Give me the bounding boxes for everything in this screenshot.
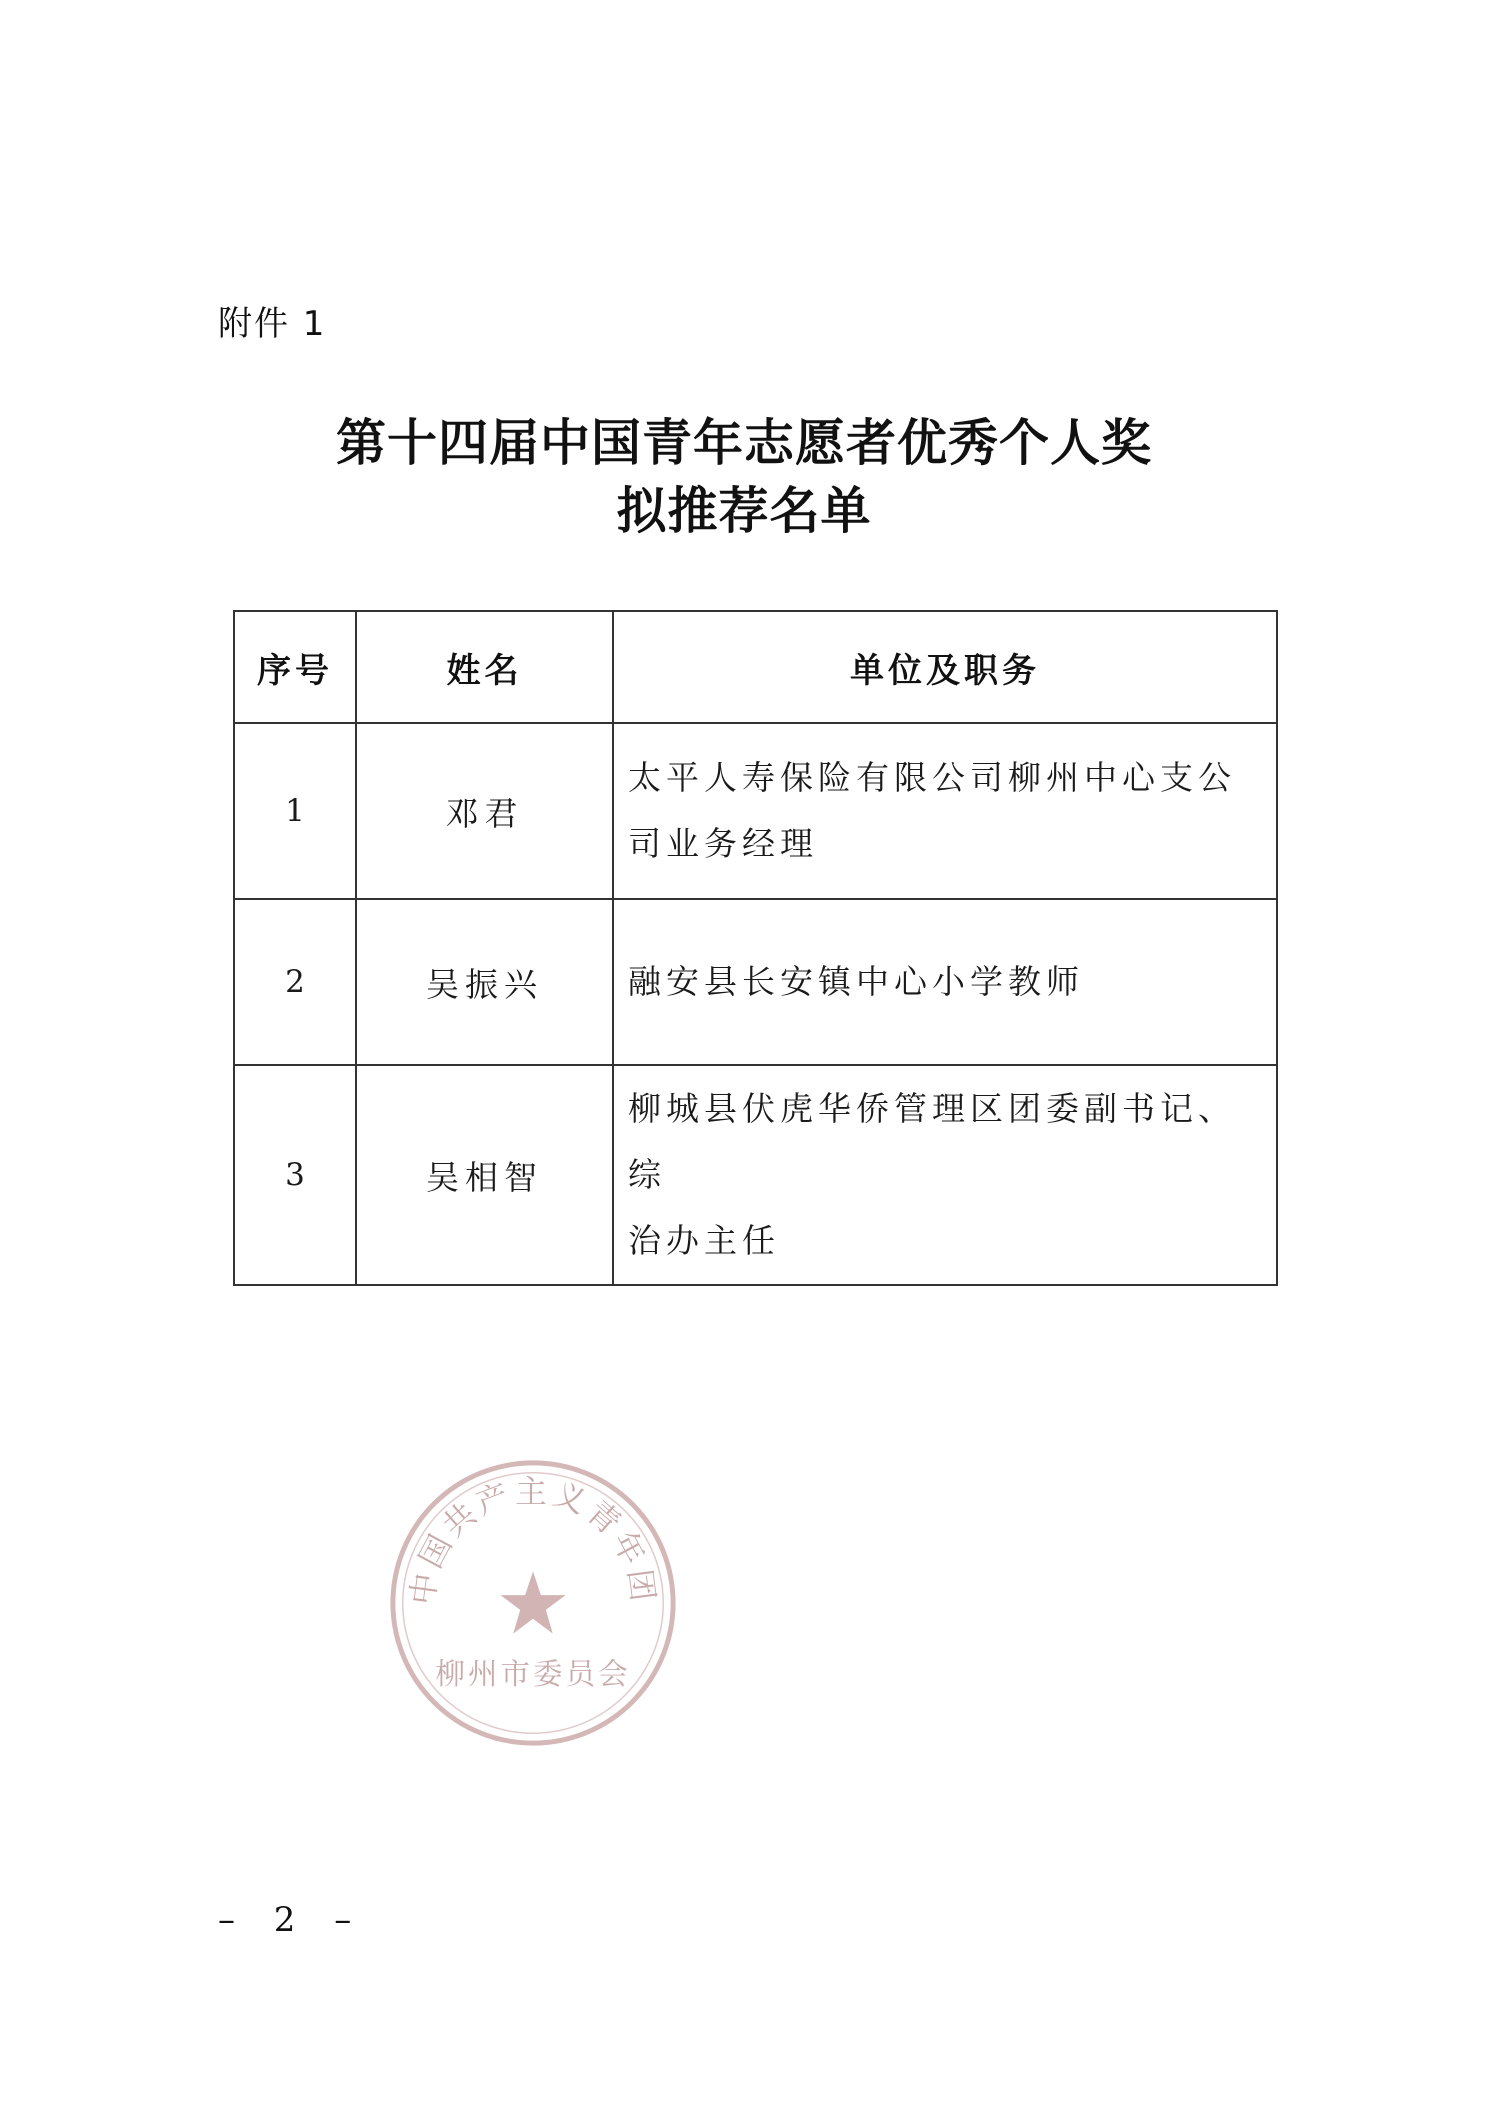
- title-line-2: 拟推荐名单: [616, 481, 872, 540]
- header-organization: 单位及职务: [613, 611, 1277, 723]
- page-number: – 2 –: [218, 1900, 366, 1940]
- title-line-1: 第十四届中国青年志愿者优秀个人奖: [336, 413, 1152, 472]
- seal-text-bottom: 柳州市委员会: [435, 1656, 631, 1691]
- nominee-table: [233, 610, 1278, 1286]
- table-row: [234, 723, 1277, 899]
- table-row: [234, 899, 1277, 1065]
- official-seal-icon: [385, 1455, 681, 1751]
- row-organization-line1: 融安县长安镇中心小学教师: [628, 962, 1084, 1001]
- table-header-row: [234, 611, 1277, 723]
- attachment-label: 附件 1: [218, 304, 327, 344]
- row-organization-line2: 治办主任: [628, 1221, 780, 1260]
- row-organization-line2: 司业务经理: [628, 824, 818, 863]
- row-name: 吴振兴: [356, 899, 613, 1065]
- row-index: 1: [234, 723, 356, 899]
- row-organization: [613, 723, 1277, 899]
- row-organization-line1: 太平人寿保险有限公司柳州中心支公: [628, 758, 1236, 797]
- row-organization: [613, 899, 1277, 1065]
- seal-star-icon: [500, 1571, 565, 1633]
- row-name: 邓君: [356, 723, 613, 899]
- row-organization-line1: 柳城县伏虎华侨管理区团委副书记、综: [628, 1089, 1236, 1194]
- table-row: [234, 1065, 1277, 1285]
- row-organization: [613, 1065, 1277, 1285]
- row-index: 2: [234, 899, 356, 1065]
- seal-text-top: 中国共产主义青年团: [405, 1474, 661, 1607]
- header-index: 序号: [234, 611, 356, 723]
- row-name: 吴相智: [356, 1065, 613, 1285]
- header-name: 姓名: [356, 611, 613, 723]
- row-index: 3: [234, 1065, 356, 1285]
